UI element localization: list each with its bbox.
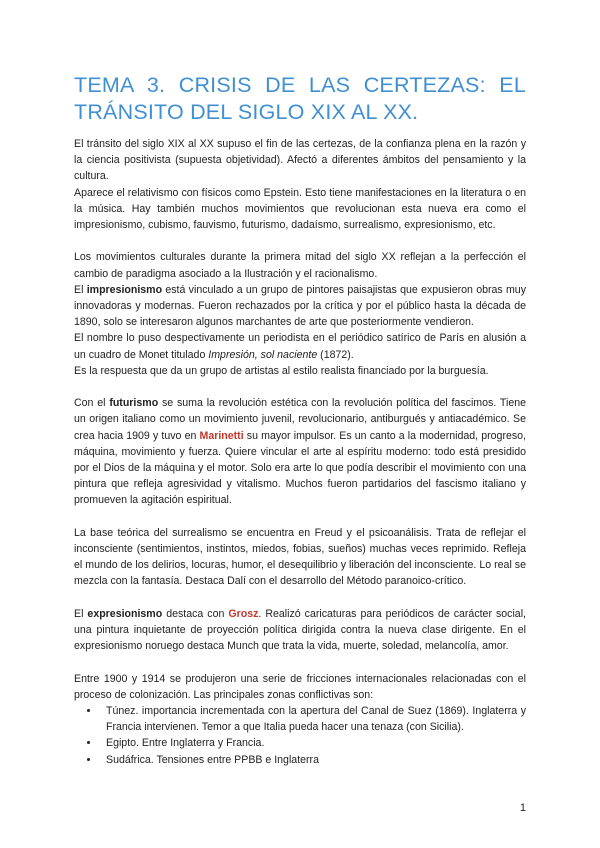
paragraph-surrealism: La base teórica del surrealismo se encuentra en Freud y el psicoanálisis. Trata de reflejar el inconsciente (sentimientos, instintos, miedos, fobias, sueños) muchas veces reprimido. Refleja el mundo de los delirios, locuras, humor, el desequilibrio y liberación del inconsciente. Lo real se mezcla con la fantasía. Destaca Dalí con el desarrollo del Método paranoico-crítico. — [74, 526, 526, 588]
term-expresionismo: expresionismo — [87, 607, 163, 620]
paragraph-expressionism: El expresionismo destaca con Grosz. Realizó caricaturas para periódicos de carácter social, una pintura inquietante de proyección política dirigida contra la nueva clase dirigente. En el expresionismo noruego destaca Munch que trata la vida, muerte, soledad, melancolía, amor. — [74, 607, 526, 653]
page-title — [74, 72, 526, 126]
list-item: • Egipto. Entre Inglaterra y Francia. — [100, 735, 526, 751]
list-item: • Túnez. importancia incrementada con la apertura del Canal de Suez (1869). Inglaterra y Francia intervienen. Temor a que Italia pueda hacer una tenaza (con Sicilia). — [100, 703, 526, 735]
list-item: • Sudáfrica. Tensiones entre PPBB e Inglaterra — [100, 752, 526, 768]
person-marinetti: Marinetti — [199, 429, 244, 442]
paragraph-intro: El tránsito del siglo XIX al XX supuso el fin de las certezas, de la confianza plena en la razón y la ciencia positivista (supuesta objetividad). Afectó a diferentes ámbitos del pensamiento y la cultura. — [74, 138, 526, 183]
page-number: 1 — [519, 802, 526, 814]
title-line-2: TRÁNSITO DEL SIGLO XIX AL XX. — [74, 100, 419, 124]
term-impresionismo: impresionismo — [86, 283, 163, 296]
paragraph-futurism: Con el futurismo se suma la revolución estética con la revolución política del fascimos. Tiene un origen italiano como un movimiento juvenil, revolucionario, antiburgués y antiacadémico. Se crea hacia 1909 y tuvo en Marinetti su mayor impulsor. Es un canto a la modernidad, progreso, máquina, movimiento y fuerza. Quiere vincular el arte al espíritu moderno: todo está presidido por el Dios de la máquina y el motor. Solo era arte lo que podía describir el movimiento con una pintura que refleja agresividad y vitalismo. Muchos fueron partidarios del fascismo italiano y promueven la agitación espiritual. — [74, 397, 526, 507]
paragraph-colonization: Entre 1900 y 1914 se produjeron una serie de fricciones internacionales relacionadas con el proceso de colonización. Las principales zonas conflictivas son: — [74, 672, 526, 701]
paragraph-relativism: Aparece el relativismo con físicos como Epstein. Esto tiene manifestaciones en la literatura o en la música. Hay también muchos movimientos que revolucionan esta nueva era como el impresionismo, cubismo, fauvismo, futurismo, dadaísmo, surrealismo, expresionismo, etc. — [74, 186, 526, 232]
paragraph-impressionism: El impresionismo está vinculado a un grupo de pintores paisajistas que expusieron obras muy innovadoras y modernas. Fueron rechazados por la crítica y por el público hasta la década de 1890, solo se interesaron algunos marchantes de arte que posteriormente vendieron. — [74, 283, 526, 329]
document-body — [74, 136, 526, 768]
person-grosz: Grosz — [228, 607, 259, 620]
paragraph-movements: Los movimientos culturales durante la primera mitad del siglo XX reflejan a la perfección el cambio de paradigma asociado a la Ilustración y el racionalismo. — [74, 251, 526, 280]
term-futurismo: futurismo — [109, 397, 159, 410]
title-line-1: TEMA 3. CRISIS DE LAS CERTEZAS: EL — [74, 73, 526, 97]
paragraph-impressionism-response: Es la respuesta que da un grupo de artistas al estilo realista financiado por la burguesía. — [74, 364, 489, 377]
conflict-zones-list — [74, 703, 526, 768]
artwork-title: Impresión, sol naciente — [208, 348, 318, 361]
paragraph-impressionism-name: El nombre lo puso despectivamente un periodista en el periódico satírico de París en alusión a un cuadro de Monet titulado Impresión, sol naciente (1872). — [74, 332, 526, 361]
